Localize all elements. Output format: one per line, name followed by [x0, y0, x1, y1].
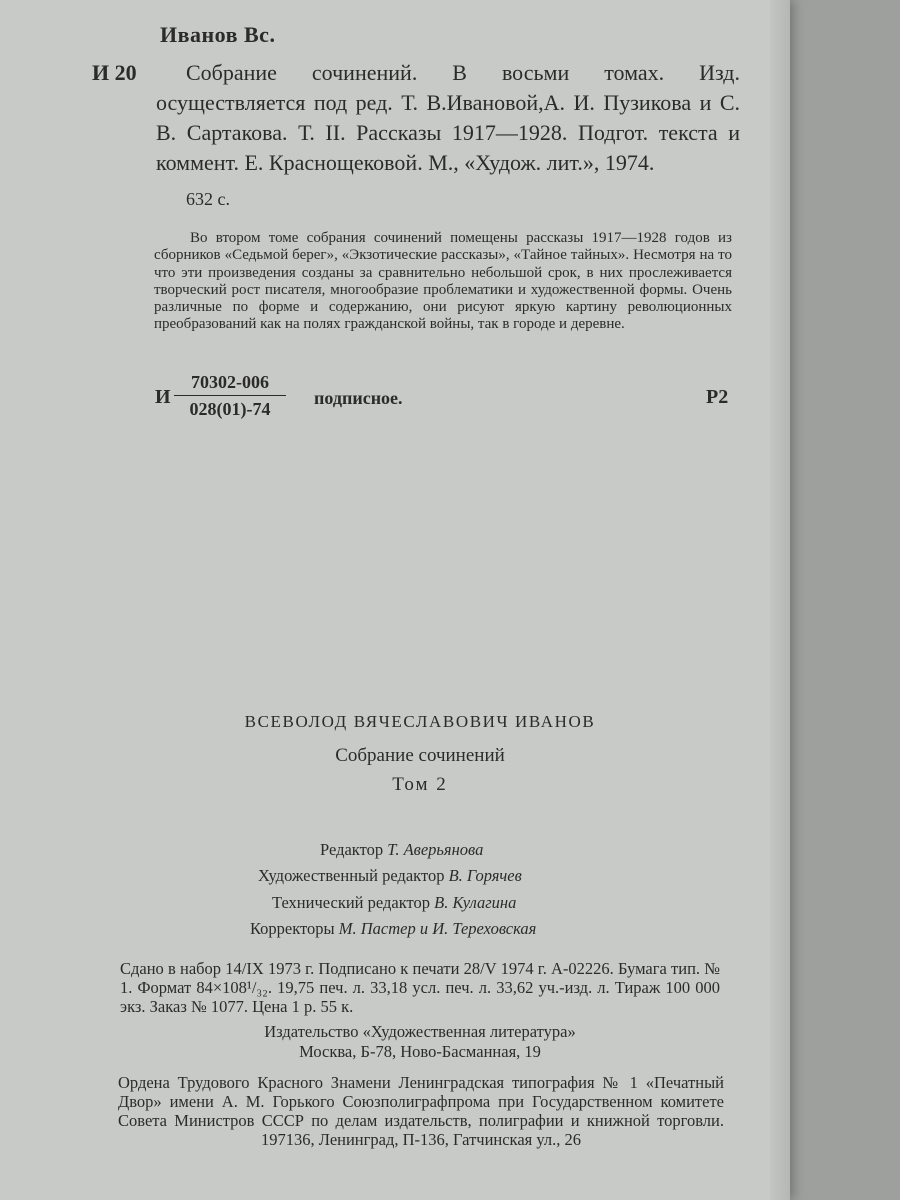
printer-info: Ордена Трудового Красного Знамени Ленинградская типография № 1 «Печатный Двор» имени А. М. Горького Союзполиграфпрома при Государственном комитете Совета Министров СССР по делам издательств, полиграфии и книжной торговли. 197136, Ленинград, П-136, Гатчинская ул., 26	[118, 1073, 724, 1149]
credit-role: Технический редактор	[272, 893, 430, 912]
annotation-text: Во втором томе собрания сочинений помещены рассказы 1917—1928 годов из сборников «Седьмой берег», «Экзотические рассказы», «Тайное тайных». Несмотря на то что эти произведения созданы за сравнительно небольшой срок, в них прослеживается творческий рост писателя, многообразие проблематики и художественной формы. Очень различные по форме и содержанию, они рисуют яркую картину революционных преобразований как на полях гражданской войны, так в городе и деревне.	[154, 230, 732, 333]
credit-tech-editor	[272, 893, 516, 913]
subscription-note: подписное.	[314, 388, 403, 408]
volume-label: Том 2	[392, 774, 448, 795]
credit-editor	[320, 840, 483, 860]
credit-proofreaders	[250, 919, 536, 939]
credit-art-editor	[258, 866, 522, 886]
credit-person: В. Горячев	[448, 866, 522, 885]
author-heading: Иванов Вс.	[160, 22, 276, 47]
credit-role: Корректоры	[250, 919, 335, 938]
author-full-name: ВСЕВОЛОД ВЯЧЕСЛАВОВИЧ ИВАНОВ	[244, 712, 596, 731]
catalog-index: И 20	[92, 60, 137, 85]
page-edge	[770, 0, 790, 1200]
price-code: Р2	[706, 386, 729, 408]
credit-role: Художественный редактор	[258, 866, 445, 885]
catalog-code-fraction	[174, 372, 286, 420]
credit-person: Т. Аверьянова	[387, 840, 484, 859]
publisher-block	[230, 1022, 610, 1062]
code-letter: И	[155, 386, 171, 408]
credit-person: М. Пастер и И. Тереховская	[338, 919, 537, 938]
bibliographic-description: Собрание сочинений. В восьми томах. Изд. осуществляется под ред. Т. В.Ивановой,А. И. Пузикова и С. В. Сартакова. Т. II. Рассказы 1917—1928. Подгот. текста и коммент. Е. Краснощековой. М., «Худож. лит.», 1974.	[156, 60, 740, 175]
code-denominator: 028(01)-74	[174, 395, 286, 420]
page-count: 632 с.	[186, 189, 230, 209]
publisher-address: Москва, Б-78, Ново-Басманная, 19	[299, 1042, 541, 1061]
collection-title: Собрание сочинений	[335, 745, 505, 766]
publisher-name: Издательство «Художественная литература»	[264, 1022, 576, 1041]
code-numerator: 70302-006	[191, 372, 269, 392]
credit-person: В. Кулагина	[434, 893, 517, 912]
print-imprint: Сдано в набор 14/IX 1973 г. Подписано к печати 28/V 1974 г. А-02226. Бумага тип. № 1. Формат 84×108¹/₃₂. 19,75 печ. л. 33,18 усл. печ. л. 33,62 уч.-изд. л. Тираж 100 000 экз. Заказ № 1077. Цена 1 р. 55 к.	[120, 959, 720, 1016]
credit-role: Редактор	[320, 840, 384, 859]
